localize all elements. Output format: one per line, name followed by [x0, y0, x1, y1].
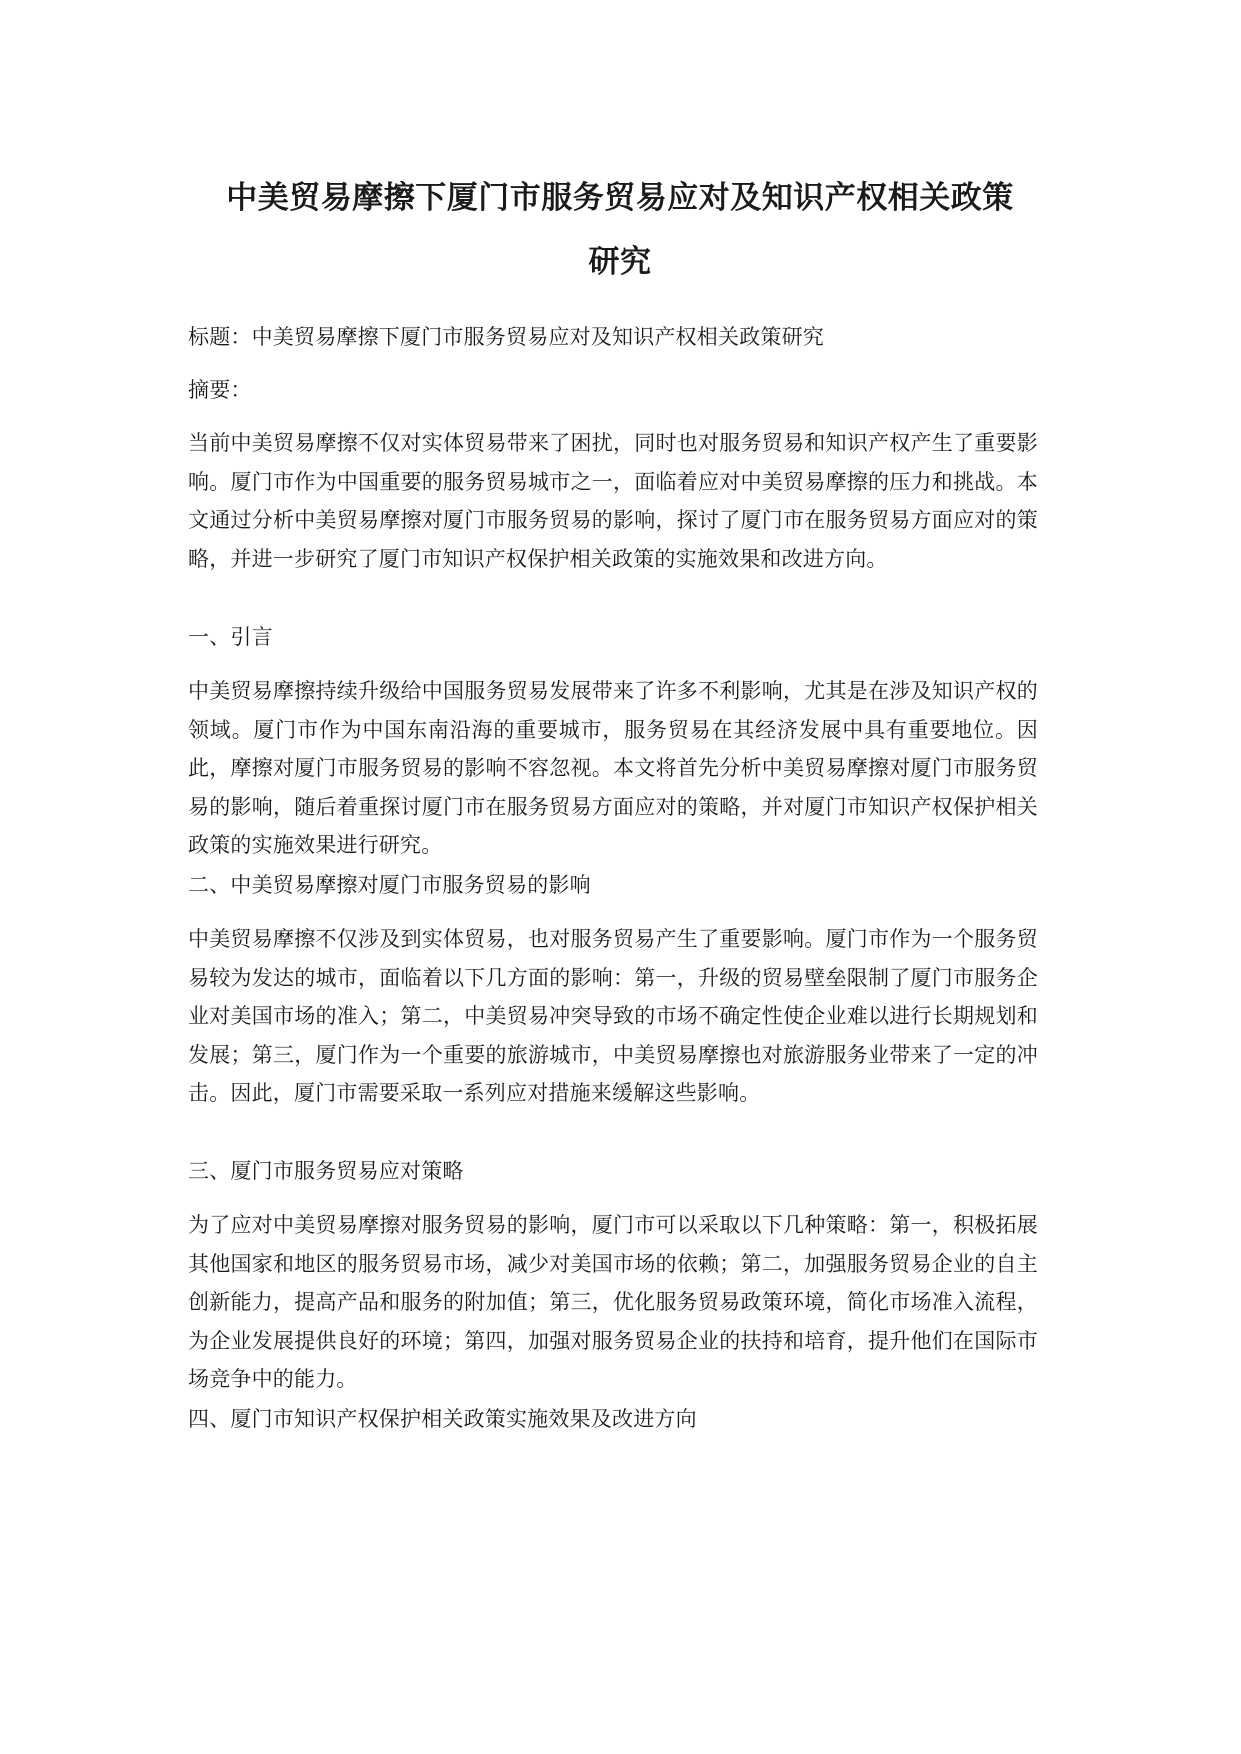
abstract-paragraph: 当前中美贸易摩擦不仅对实体贸易带来了困扰，同时也对服务贸易和知识产权产生了重要影响。厦门市作为中国重要的服务贸易城市之一，面临着应对中美贸易摩擦的压力和挑战。本文通过分析中美贸易摩擦对厦门市服务贸易的影响，探讨了厦门市在服务贸易方面应对的策略，并进一步研究了厦门市知识产权保护相关政策的实施效果和改进方向。	[188, 431, 1038, 571]
document-title	[170, 166, 1070, 294]
title-line-2: 研究	[588, 244, 652, 280]
section-heading-impact: 二、中美贸易摩擦对厦门市服务贸易的影响	[188, 873, 591, 897]
abstract-label: 摘要：	[188, 378, 252, 402]
meta-title: 标题：中美贸易摩擦下厦门市服务贸易应对及知识产权相关政策研究	[188, 325, 824, 349]
section-body-strategy: 为了应对中美贸易摩擦对服务贸易的影响，厦门市可以采取以下几种策略：第一，积极拓展其他国家和地区的服务贸易市场，减少对美国市场的依赖；第二，加强服务贸易企业的自主创新能力，提高产品和服务的附加值；第三，优化服务贸易政策环境，简化市场准入流程，为企业发展提供良好的环境；第四，加强对服务贸易企业的扶持和培育，提升他们在国际市场竞争中的能力。	[188, 1213, 1038, 1391]
section-heading-ip-policy: 四、厦门市知识产权保护相关政策实施效果及改进方向	[188, 1407, 697, 1431]
section-body-impact: 中美贸易摩擦不仅涉及到实体贸易，也对服务贸易产生了重要影响。厦门市作为一个服务贸易较为发达的城市，面临着以下几方面的影响：第一，升级的贸易壁垒限制了厦门市服务企业对美国市场的准入；第二，中美贸易冲突导致的市场不确定性使企业难以进行长期规划和发展；第三，厦门作为一个重要的旅游城市，中美贸易摩擦也对旅游服务业带来了一定的冲击。因此，厦门市需要采取一系列应对措施来缓解这些影响。	[188, 927, 1038, 1105]
title-line-1: 中美贸易摩擦下厦门市服务贸易应对及知识产权相关政策	[226, 180, 1014, 216]
section-body-intro: 中美贸易摩擦持续升级给中国服务贸易发展带来了许多不利影响，尤其是在涉及知识产权的领域。厦门市作为中国东南沿海的重要城市，服务贸易在其经济发展中具有重要地位。因此，摩擦对厦门市服务贸易的影响不容忽视。本文将首先分析中美贸易摩擦对厦门市服务贸易的影响，随后着重探讨厦门市在服务贸易方面应对的策略，并对厦门市知识产权保护相关政策的实施效果进行研究。	[188, 679, 1038, 857]
section-heading-intro: 一、引言	[188, 625, 273, 649]
section-heading-strategy: 三、厦门市服务贸易应对策略	[188, 1159, 464, 1183]
